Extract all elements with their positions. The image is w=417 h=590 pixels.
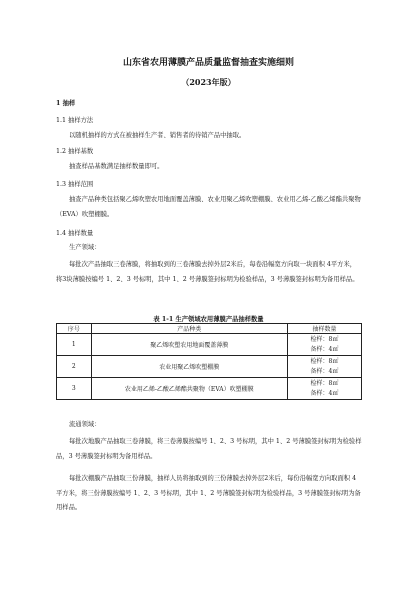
circulation-domain-label: 流通领域： xyxy=(69,421,101,428)
inspection-sample-quantity: 检样：8㎡ xyxy=(310,379,339,387)
section-1-heading: 1 抽样 xyxy=(56,100,76,107)
section-1-3-text: 抽查产品种类包括聚乙烯吹塑农用地面覆盖薄膜、农业用聚乙烯吹塑棚膜、农业用乙烯-乙酸乙烯酯共聚物（EVA）吹塑棚膜。 xyxy=(56,196,361,218)
circulation-shed-film-text: 每批次棚膜产品抽取三份薄膜，抽样人员将抽取到的三份薄膜去掉外层2米后，每份沿幅宽方向取面积 4平方米，将三份薄膜按编号 1、2、3 号标明，其中 1、2 号薄膜签封标明为检验样品，3 号薄膜签封标明为备用样品。 xyxy=(56,475,361,511)
document-edition: （2023年版） xyxy=(181,77,236,87)
table-row xyxy=(57,334,362,356)
table-caption: 表 1-1 生产领域农用薄膜产品抽样数量 xyxy=(153,316,264,323)
circulation-film-text: 每批次地膜产品抽取三卷薄膜，将三卷薄膜按编号 1、2、3 号标明，其中 1、2 号薄膜签封标明为检验样品，3 号薄膜签封标明为备用样品。 xyxy=(56,438,362,460)
product-type-cell: 农业用乙烯-乙酸乙烯酯共聚物（EVA）吹塑棚膜 xyxy=(91,378,287,400)
quantity-cell xyxy=(287,356,361,378)
section-1-2-heading: 1.2 抽样基数 xyxy=(56,148,94,155)
section-1-1-heading: 1.1 抽样方法 xyxy=(56,117,94,124)
backup-sample-quantity: 备样：4㎡ xyxy=(310,367,339,375)
production-domain-text: 每批次产品抽取三卷薄膜，将抽取到的三卷薄膜去掉外层2米后，每卷沿幅宽方向取一块面积 4平方米，将3块薄膜按编号 1、2、3 号标明，其中 1、2 号薄膜签封标明为检验样品，3 号薄膜签封标明为备用样品。 xyxy=(56,261,359,283)
section-1-2-text: 抽查样品基数满足抽样数量即可。 xyxy=(69,163,164,170)
production-domain-label: 生产领域： xyxy=(69,244,101,251)
quantity-cell xyxy=(287,334,361,356)
table-row xyxy=(57,378,362,400)
section-1-1-text: 以随机抽样的方式在被抽样生产者、销售者的待销产品中抽取。 xyxy=(69,132,246,139)
backup-sample-quantity: 备样：4㎡ xyxy=(310,345,339,353)
sampling-quantity-table xyxy=(56,323,362,400)
inspection-sample-quantity: 检样：8㎡ xyxy=(310,335,339,343)
section-1-3-heading: 1.3 抽样范围 xyxy=(56,181,94,188)
document-title: 山东省农用薄膜产品质量监督抽查实施细则 xyxy=(122,58,294,68)
product-type-cell: 农业用聚乙烯吹塑棚膜 xyxy=(91,356,287,378)
product-type-cell: 聚乙烯吹塑农用地面覆盖薄膜 xyxy=(91,334,287,356)
backup-sample-quantity: 备样：4㎡ xyxy=(310,389,339,397)
quantity-cell xyxy=(287,378,361,400)
section-1-4-heading: 1.4 抽样数量 xyxy=(56,230,94,237)
table-header-row xyxy=(57,324,362,334)
row-number-cell: 1 xyxy=(57,334,92,356)
row-number-cell: 3 xyxy=(57,378,92,400)
table-row xyxy=(57,356,362,378)
table-header-cell: 抽样数量 xyxy=(287,324,361,334)
row-number-cell: 2 xyxy=(57,356,92,378)
table-header-cell: 产品种类 xyxy=(91,324,287,334)
inspection-sample-quantity: 检样：8㎡ xyxy=(310,357,339,365)
table-header-cell: 序号 xyxy=(57,324,92,334)
